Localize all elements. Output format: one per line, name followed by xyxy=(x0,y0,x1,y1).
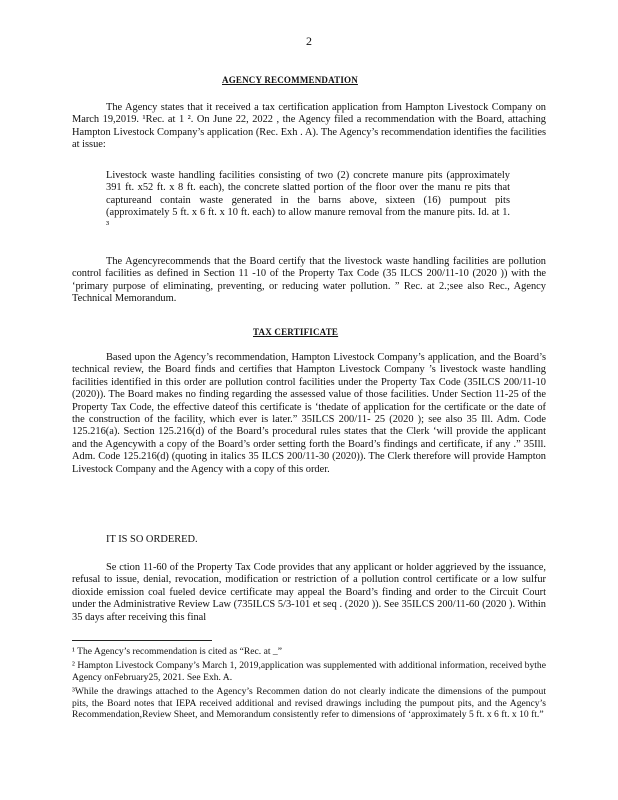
footnote-divider xyxy=(72,640,212,641)
heading-agency-recommendation: AGENCY RECOMMENDATION xyxy=(222,75,358,85)
block-quote-facilities: Livestock waste handling facilities consisting of two (2) concrete manure pits (approximately 391 ft. x52 ft. x 8 ft. each), the concrete slatted portion of the floor over the manu re pits that captureand contain waste generated in the barns above, sixteen (16) pumpout pits (approximately 5 ft. x 6 ft. x 10 ft. each) to allow manure removal from the manure pits. Id. at 1. ³ xyxy=(106,170,510,231)
paragraph-appeal-rights: Se ction 11-60 of the Property Tax Code provides that any applicant or holder aggrieved by the issuance, refusal to issue, denial, revocation, modification or restriction of a pollution control certificate or a low sulfur dioxide emission coal fueled device certificate may appeal the Board’s finding and order to the Circuit Court under the Administrative Review Law (735ILCS 5/3-101 et seq . (2020 )). See 35ILCS 200/11-60 (2020 ). Within 35 days after receiving this final xyxy=(72,562,546,623)
footnote-2: ² Hampton Livestock Company’s March 1, 2019,application was supplemented with additional information, received bythe Agency onFebruary25, 2021. See Exh. A. xyxy=(72,660,546,683)
paragraph-tax-certificate: Based upon the Agency’s recommendation, Hampton Livestock Company’s application, and the Board’s technical review, the Board finds and certifies that Hampton Livestock Company ’s livestock waste handling facilities identified in this order are pollution control facilities under the Property Tax Code (35ILCS 200/11-10 (2020)). The Board makes no finding regarding the assessed value of those facilities. Under Section 11-25 of the Property Tax Code, the effective dateof this certificate is ‘thedate of application for the certificate or the date of the construction of the facility, which ever is later.” 35ILCS 200/11- 25 (2020 ); see also 35 Ill. Adm. Code 125.216(a). Section 125.216(d) of the Board’s procedural rules states that the Clerk ‘will provide the applicant and the Agencywith a copy of the Board’s order setting forth the Board’s findings and certificate, if any .” 35Ill. Adm. Code 125.216(d) (quoting in italics 35 ILCS 200/11-30 (2020)). The Clerk therefore will provide Hampton Livestock Company and the Agency with a copy of this order. xyxy=(72,352,546,475)
paragraph-agency-statement: The Agency states that it received a tax certification application from Hampton Livestock Company on March 19,2019. ¹Rec. at 1 ². On June 22, 2022 , the Agency filed a recommendation with the Board, attaching Hampton Livestock Company’s application (Rec. Exh . A). The Agency’s recommendation identifies the facilities at issue: xyxy=(72,102,546,151)
heading-tax-certificate: TAX CERTIFICATE xyxy=(253,327,339,337)
ordered-statement: IT IS SO ORDERED. xyxy=(106,534,198,545)
paragraph-agency-recommends: The Agencyrecommends that the Board certify that the livestock waste handling facilities are pollution control facilities as defined in Section 11 -10 of the Property Tax Code (35 ILCS 200/11-10 (2020 )) with the ‘primary purpose of eliminating, preventing, or reducing water pollution. ” Rec. at 2.;see also Rec., Agency Technical Memorandum. xyxy=(72,256,546,305)
page-number: 2 xyxy=(306,34,312,48)
footnote-1: ¹ The Agency’s recommendation is cited as “Rec. at _” xyxy=(72,646,282,657)
footnote-3: ³While the drawings attached to the Agency’s Recommen dation do not clearly indicate the dimensions of the pumpout pits, the Board notes that IEPA received additional and revised drawings including the pumpout pits, and the Agency’s Recommendation,Review Sheet, and Memorandum consistently refer to dimensions of ‘approximately 5 ft. x 6 ft. x 10 ft.” xyxy=(72,686,546,721)
